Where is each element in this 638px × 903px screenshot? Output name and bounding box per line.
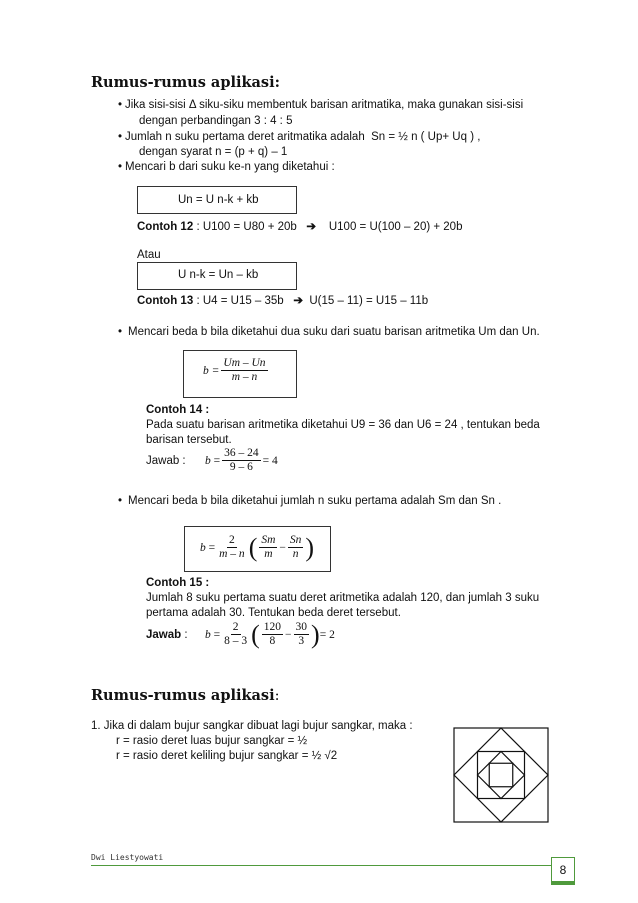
bullet-icon: • <box>118 161 123 173</box>
outer-square <box>454 728 548 822</box>
bullet1-line1: Jika sisi-sisi Δ siku-siku membentuk barisan aritmatika, maka gunakan sisi-sisi <box>125 99 524 111</box>
section-heading-2: Rumus-rumus aplikasi: <box>91 687 280 704</box>
diamond-square-2 <box>478 752 525 799</box>
bullet-icon: • <box>118 495 123 507</box>
bullet2-line1: Jumlah n suku pertama deret aritmatika adalah Sn = ½ n ( Up+ Uq ) , <box>125 131 481 143</box>
formula-box-1-text: Un = U n-k + kb <box>178 194 259 206</box>
item1-line3: r = rasio deret keliling bujur sangkar = ½ √2 <box>116 750 338 762</box>
formula-5: b = $\frac{2}{m - n}$ ( $\frac{Sm}{m}$ − $\frac{Sn}{n}$ ) <box>200 532 315 562</box>
example-14-jawab: Jawab : <box>146 455 186 467</box>
page-number: 8 <box>551 857 575 882</box>
example-15-label: Contoh 15 : <box>146 577 210 589</box>
example-15-line1: Jumlah 8 suku pertama suatu deret aritmetika adalah 120, dan jumlah 3 suku <box>146 592 540 604</box>
arrow-right-icon: ➔ <box>293 295 303 307</box>
bullet-icon: • <box>118 326 123 338</box>
example-15-line2: pertama adalah 30. Tentukan beda deret tersebut. <box>146 607 401 619</box>
bullet3-text: Mencari b dari suku ke-n yang diketahui : <box>125 161 335 173</box>
formula-4: b = $\frac{Um - Un}{m - n}$ <box>203 357 266 383</box>
bullet-icon: • <box>118 131 123 143</box>
section-heading-1: Rumus-rumus aplikasi: <box>91 74 280 91</box>
bullet4-text: Mencari beda b bila diketahui dua suku dari suatu barisan aritmetika Um dan Un. <box>128 326 540 338</box>
footer-rule <box>91 865 560 866</box>
example-13: Contoh 13 : U4 = U15 – 35b ➔ U(15 – 11) = U15 – 11b <box>137 295 429 307</box>
middle-square <box>478 752 525 799</box>
example-14-label: Contoh 14 : <box>146 404 210 416</box>
arrow-right-icon: ➔ <box>306 221 317 233</box>
example-15-formula: b = $\frac{2}{8 - 3}$ ( $\frac{120}{8}$ − $\frac{30}{3}$ ) = 2 <box>205 619 335 649</box>
bullet1-line2: dengan perbandingan 3 : 4 : 5 <box>139 115 293 127</box>
bullet2-formula: Sn = ½ n ( Up+ Uq ) , <box>371 131 481 143</box>
nested-squares-figure <box>453 727 549 823</box>
bullet-icon: • <box>118 99 123 111</box>
example-14-line2: barisan tersebut. <box>146 434 232 446</box>
item1-line2: r = rasio deret luas bujur sangkar = ½ <box>116 735 308 747</box>
page-number-bar <box>551 881 575 885</box>
bullet2-line2: dengan syarat n = (p + q) – 1 <box>139 146 288 158</box>
item1-line1: 1. Jika di dalam bujur sangkar dibuat lagi bujur sangkar, maka : <box>91 720 413 732</box>
atau-label: Atau <box>137 249 161 261</box>
example-15-jawab: Jawab : <box>146 629 188 641</box>
formula-box-2-text: U n-k = Un – kb <box>178 269 259 281</box>
example-14-formula: b = $\frac{36 - 24}{9 - 6}$ = 4 <box>205 447 278 473</box>
inner-square <box>489 763 513 787</box>
footer-author: Dwi Liestyowati <box>91 853 164 862</box>
diamond-square-1 <box>454 728 548 822</box>
example-14-line1: Pada suatu barisan aritmetika diketahui U9 = 36 dan U6 = 24 , tentukan beda <box>146 419 540 431</box>
example-12: Contoh 12 : U100 = U80 + 20b ➔ U100 = U(100 – 20) + 20b <box>137 221 463 233</box>
bullet5-text: Mencari beda b bila diketahui jumlah n suku pertama adalah Sm dan Sn . <box>128 495 502 507</box>
